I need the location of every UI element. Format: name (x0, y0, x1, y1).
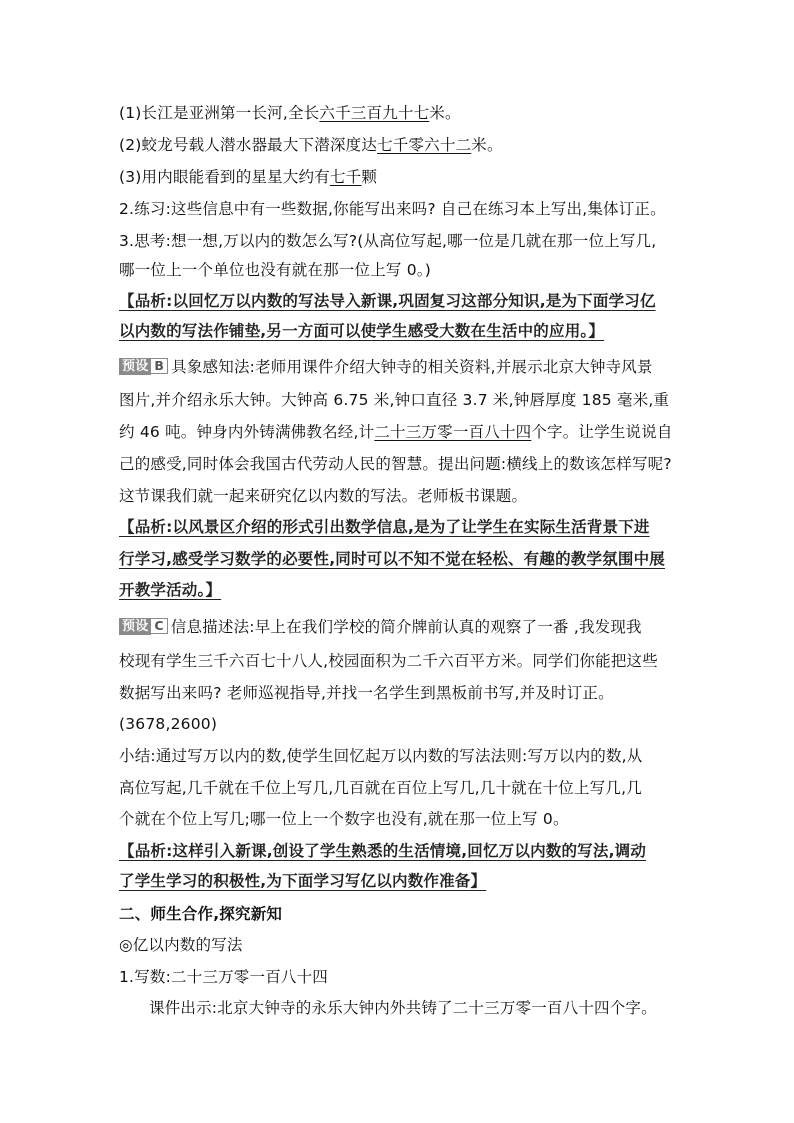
section-heading: 二、师生合作,探究新知 (119, 905, 283, 923)
text-line: 1.写数:二十三万零一百八十四 (119, 968, 329, 986)
underlined-number: 二十三万零一百八十四 (374, 423, 532, 441)
text-line: 小结:通过写万以内的数,使学生回忆起万以内数的写法法则:写万以内的数,从 (119, 747, 643, 765)
text-segment: 约 46 吨。钟身内外铸满佛教名经,计 (119, 423, 375, 441)
text-segment: 信息描述法:早上在我们学校的简介牌前认真的观察了一番 ,我发现我 (170, 618, 642, 636)
text-line (119, 167, 377, 187)
text-segment: (1)长江是亚洲第一长河,全长 (119, 104, 320, 122)
analysis-note: 【品析:以回忆万以内数的写法导入新课,巩固复习这部分知识,是为下面学习亿 (119, 292, 656, 310)
text-line: 个就在个位上写几;哪一位上一个数字也没有,就在那一位上写 0。 (119, 810, 569, 828)
text-line: (3678,2600) (119, 715, 218, 733)
text-line: 己的感受,同时体会我国古代劳动人民的智慧。提出问题:横线上的数该怎样写呢? (119, 455, 672, 473)
text-segment: 个字。让学生说说自 (531, 423, 673, 441)
badge-letter: C (151, 618, 167, 634)
text-line (119, 617, 642, 637)
text-line: 高位写起,几千就在千位上写几,几百就在百位上写几,几十就在十位上写几,几 (119, 779, 642, 797)
text-line (119, 422, 673, 442)
analysis-note: 行学习,感受学习数学的必要性,同时可以不知不觉在轻松、有趣的教学氛围中展 (119, 550, 665, 568)
underlined-number: 七千 (329, 168, 362, 186)
badge-letter: B (151, 358, 168, 374)
text-line: 3.思考:想一想,万以内的数怎么写?(从高位写起,哪一位是几就在那一位上写几, (119, 232, 657, 250)
text-segment: 米。 (429, 104, 461, 122)
preset-b-badge (119, 358, 168, 375)
text-segment: (3)用内眼能看到的星星大约有 (119, 168, 330, 186)
text-line (119, 135, 503, 155)
text-line: 哪一位上一个单位也没有就在那一位上写 0。) (119, 261, 431, 279)
text-segment: 颗 (361, 168, 378, 186)
badge-label: 预设 (119, 358, 151, 375)
text-line: 数据写出来吗? 老师巡视指导,并找一名学生到黑板前书写,并及时订正。 (119, 684, 614, 702)
analysis-note: 了学生学习的积极性,为下面学习写亿以内数作准备】 (119, 872, 487, 890)
analysis-note: 【品析:这样引入新课,创设了学生熟悉的生活情境,回忆万以内数的写法,调动 (119, 842, 647, 860)
text-line (119, 103, 461, 123)
analysis-note: 以内数的写法作铺垫,另一方面可以使学生感受大数在生活中的应用。】 (119, 322, 605, 340)
text-line (119, 357, 653, 377)
text-line: 课件出示:北京大钟寺的永乐大钟内外共铸了二十三万零一百八十四个字。 (149, 999, 657, 1017)
analysis-note: 开教学活动。】 (119, 581, 222, 599)
analysis-note: 【品析:以风景区介绍的形式引出数学信息,是为了让学生在实际生活背景下进 (119, 518, 650, 536)
text-segment: (2)蛟龙号载人潜水器最大下潜深度达 (119, 136, 378, 154)
text-segment: 米。 (471, 136, 503, 154)
badge-label: 预设 (119, 618, 151, 635)
underlined-number: 六千三百九十七 (319, 104, 430, 122)
underlined-number: 七千零六十二 (377, 136, 472, 154)
subsection-heading: ◎亿以内数的写法 (119, 936, 243, 954)
text-line: 这节课我们就一起来研究亿以内数的写法。老师板书课题。 (119, 487, 528, 505)
text-line: 校现有学生三千六百七十八人,校园面积为二千六百平方米。同学们你能把这些 (119, 652, 658, 670)
preset-c-badge (119, 618, 168, 635)
text-line: 2.练习:这些信息中有一些数据,你能写出来吗? 自己在练习本上写出,集体订正。 (119, 200, 666, 218)
text-line: 图片,并介绍永乐大钟。大钟高 6.75 米,钟口直径 3.7 米,钟唇厚度 185 毫米,重 (119, 391, 670, 409)
text-segment: 具象感知法:老师用课件介绍大钟寺的相关资料,并展示北京大钟寺风景 (171, 358, 653, 376)
